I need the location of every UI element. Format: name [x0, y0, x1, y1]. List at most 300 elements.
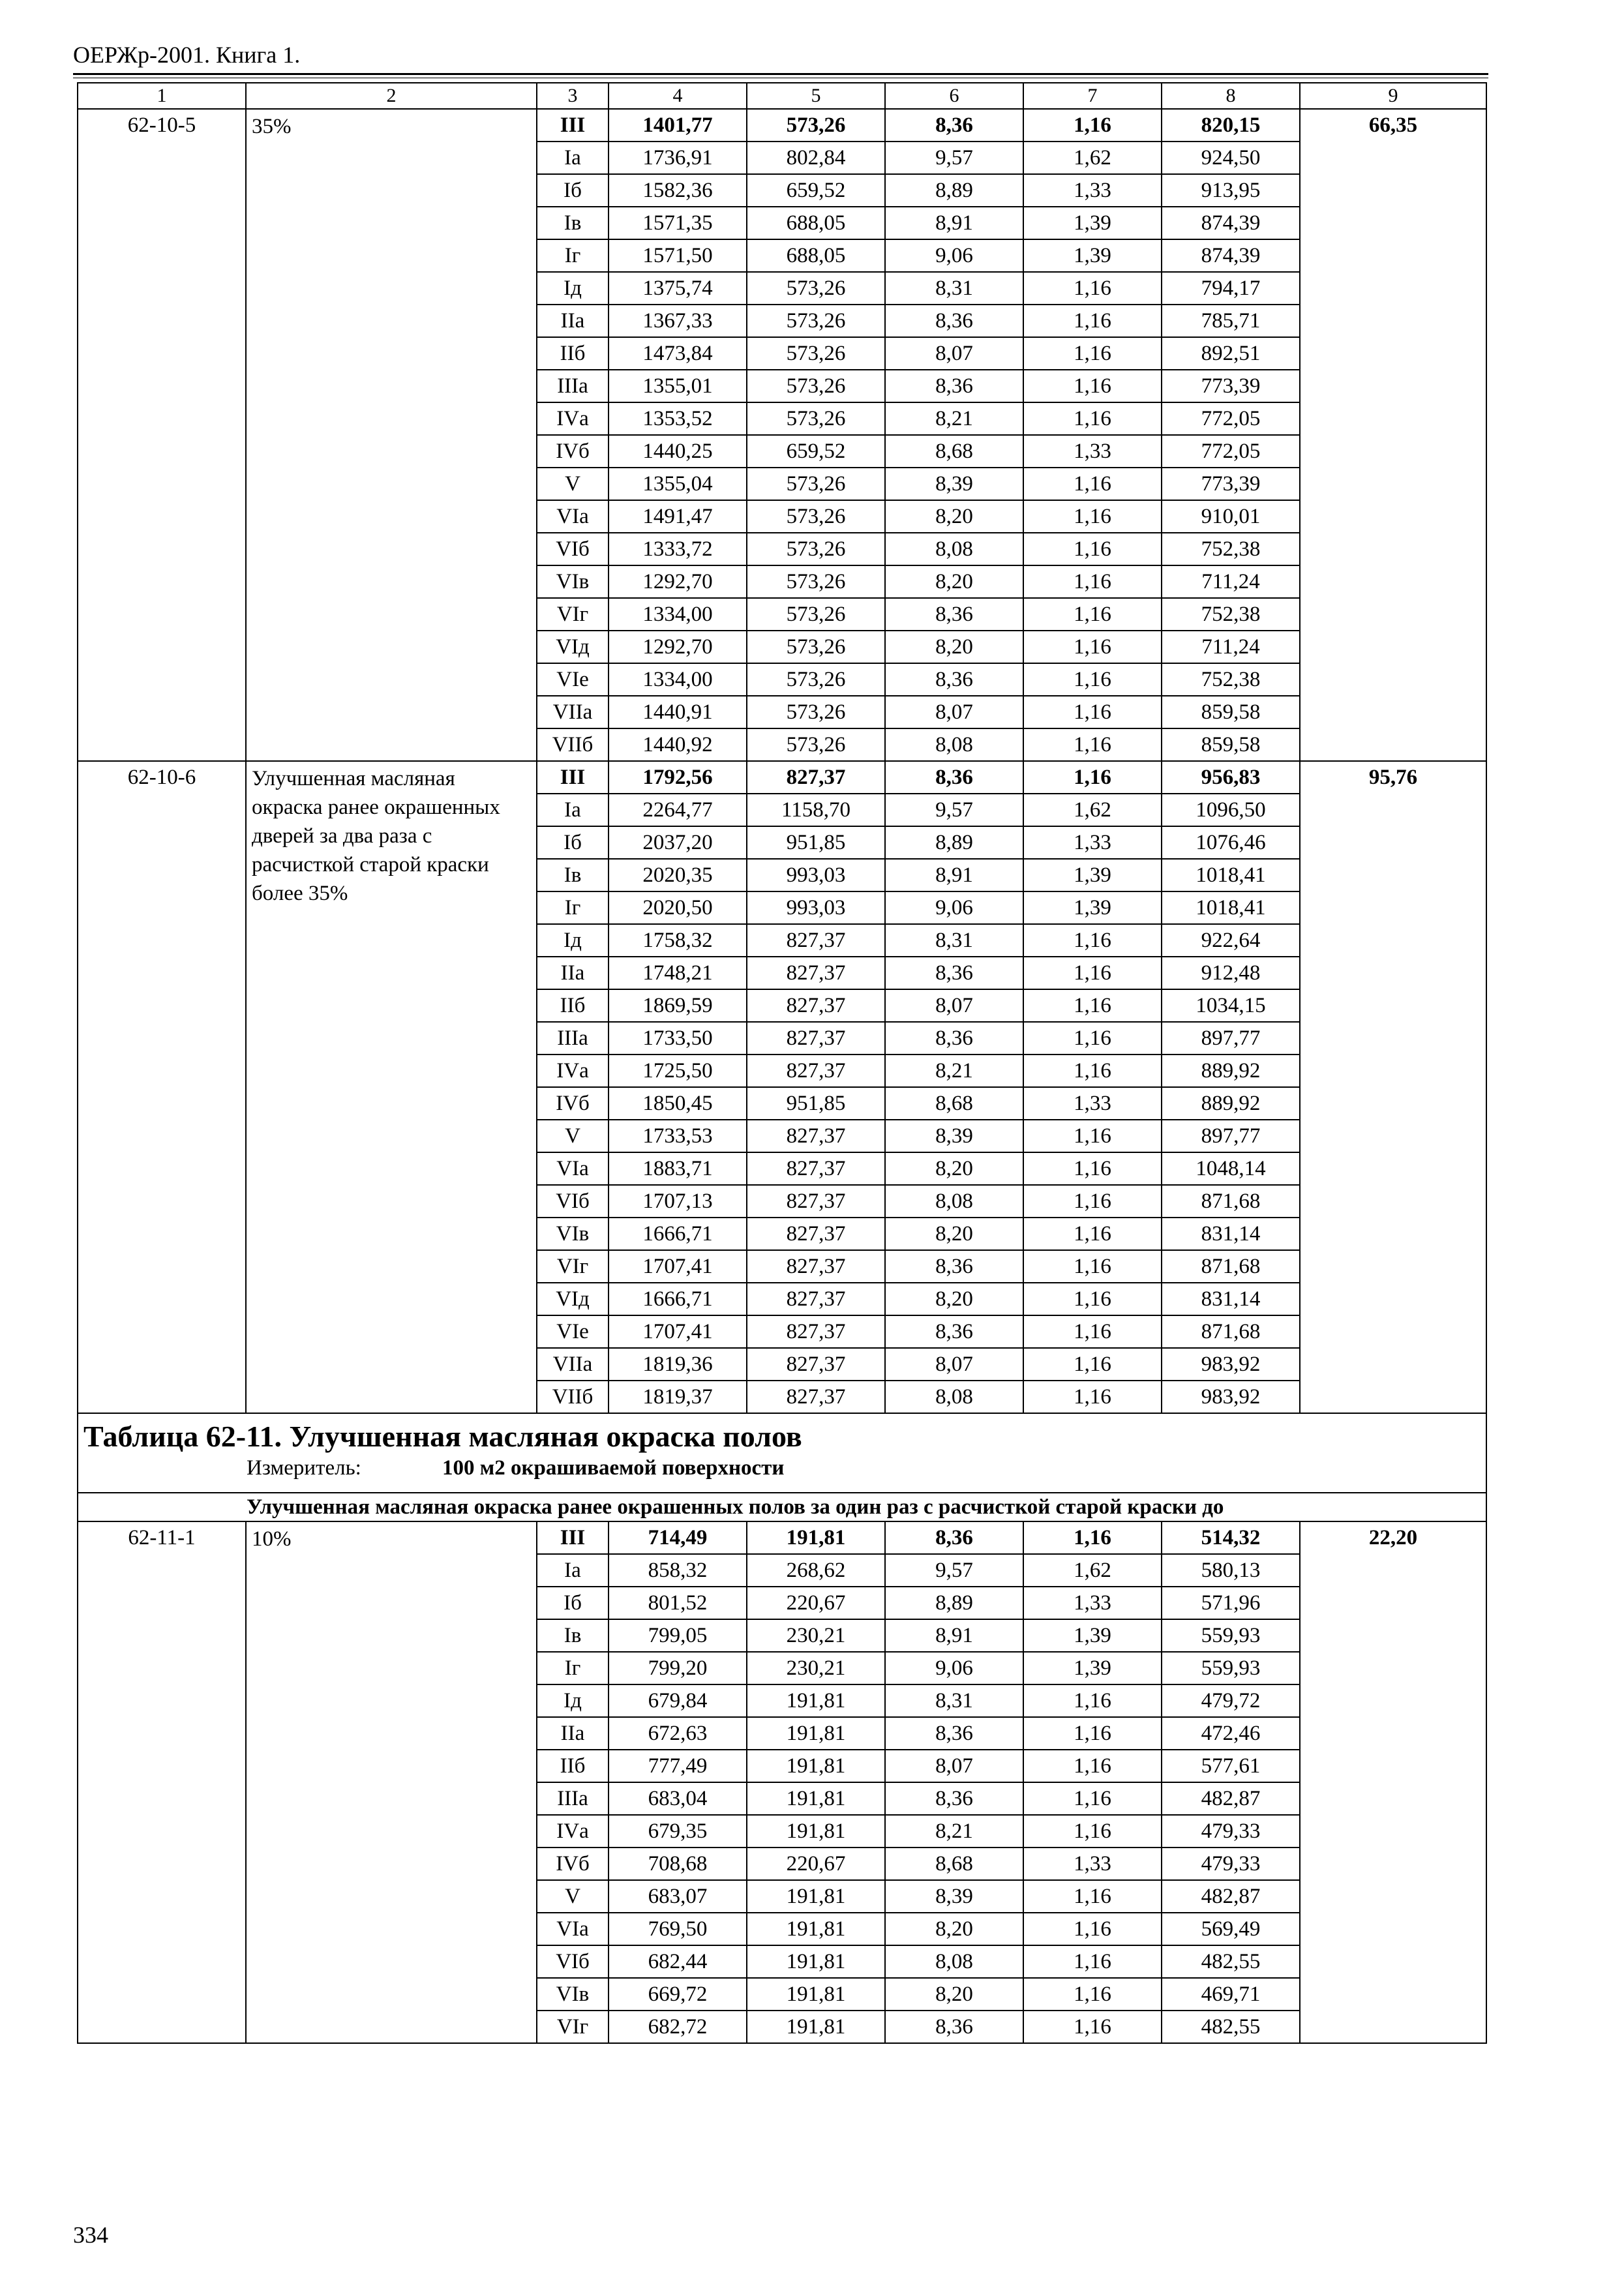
value-cell: 8,20: [885, 500, 1023, 533]
value-cell: 580,13: [1162, 1554, 1300, 1587]
value-cell: 573,26: [747, 663, 885, 696]
value-cell: 1869,59: [609, 989, 747, 1022]
value-cell: 831,14: [1162, 1218, 1300, 1250]
value-cell: 1,16: [1023, 1750, 1162, 1782]
value-cell: 1,16: [1023, 1815, 1162, 1848]
value-cell: 577,61: [1162, 1750, 1300, 1782]
zone-cell: IVа: [537, 1055, 609, 1087]
value-cell: 1,39: [1023, 207, 1162, 239]
zone-cell: IVа: [537, 1815, 609, 1848]
value-cell: 859,58: [1162, 728, 1300, 761]
value-cell: 573,26: [747, 305, 885, 337]
value-cell: 802,84: [747, 142, 885, 174]
value-cell: 8,36: [885, 598, 1023, 631]
value-cell: 8,20: [885, 1283, 1023, 1315]
value-cell: 573,26: [747, 402, 885, 435]
zone-cell: IIа: [537, 305, 609, 337]
value-cell: 993,03: [747, 891, 885, 924]
value-cell: 659,52: [747, 435, 885, 468]
value-cell: 1,16: [1023, 1880, 1162, 1913]
value-cell: 1,16: [1023, 728, 1162, 761]
value-cell: 573,26: [747, 728, 885, 761]
measure-line: [83, 1454, 1481, 1482]
section-header: [78, 1413, 1486, 1493]
value-cell: 1,16: [1023, 1978, 1162, 2011]
measure-label: Измеритель:: [247, 1456, 361, 1480]
value-cell: 1571,50: [609, 239, 747, 272]
value-cell: 669,72: [609, 1978, 747, 2011]
value-cell: 913,95: [1162, 174, 1300, 207]
value-cell: 8,08: [885, 1185, 1023, 1218]
value-cell: 1707,41: [609, 1250, 747, 1283]
value-cell: 1707,41: [609, 1315, 747, 1348]
value-cell: 571,96: [1162, 1587, 1300, 1619]
value-cell: 573,26: [747, 109, 885, 142]
rate-code: 62-10-5: [78, 109, 246, 761]
zone-cell: V: [537, 468, 609, 500]
zone-cell: Iб: [537, 1587, 609, 1619]
value-cell: 871,68: [1162, 1315, 1300, 1348]
value-cell: 1,16: [1023, 305, 1162, 337]
zone-cell: V: [537, 1880, 609, 1913]
labor-total: 22,20: [1300, 1521, 1486, 2043]
value-cell: 8,36: [885, 1315, 1023, 1348]
value-cell: 482,87: [1162, 1880, 1300, 1913]
value-cell: 1034,15: [1162, 989, 1300, 1022]
zone-cell: IIб: [537, 337, 609, 370]
value-cell: 479,33: [1162, 1848, 1300, 1880]
value-cell: 9,06: [885, 891, 1023, 924]
value-cell: 827,37: [747, 1283, 885, 1315]
zone-cell: Iа: [537, 142, 609, 174]
value-cell: 2020,35: [609, 859, 747, 891]
zone-cell: IIIа: [537, 1022, 609, 1055]
value-cell: 922,64: [1162, 924, 1300, 957]
value-cell: 469,71: [1162, 1978, 1300, 2011]
value-cell: 573,26: [747, 533, 885, 565]
value-cell: 8,91: [885, 207, 1023, 239]
value-cell: 773,39: [1162, 468, 1300, 500]
value-cell: 956,83: [1162, 761, 1300, 794]
value-cell: 827,37: [747, 924, 885, 957]
value-cell: 1,16: [1023, 1381, 1162, 1413]
zone-cell: III: [537, 109, 609, 142]
value-cell: 1367,33: [609, 305, 747, 337]
zone-cell: VIг: [537, 2011, 609, 2043]
rate-code: 62-10-6: [78, 761, 246, 1413]
value-cell: 827,37: [747, 1381, 885, 1413]
value-cell: 1334,00: [609, 598, 747, 631]
value-cell: 752,38: [1162, 533, 1300, 565]
value-cell: 1,16: [1023, 337, 1162, 370]
page-number: 334: [73, 2222, 108, 2248]
value-cell: 230,21: [747, 1652, 885, 1684]
value-cell: 9,57: [885, 142, 1023, 174]
zone-cell: IIб: [537, 1750, 609, 1782]
value-cell: 897,77: [1162, 1022, 1300, 1055]
column-number: 6: [885, 83, 1023, 109]
value-cell: 1736,91: [609, 142, 747, 174]
value-cell: 8,08: [885, 533, 1023, 565]
value-cell: 8,31: [885, 924, 1023, 957]
value-cell: 1355,01: [609, 370, 747, 402]
value-cell: 573,26: [747, 337, 885, 370]
zone-cell: IIIа: [537, 1782, 609, 1815]
value-cell: 1440,25: [609, 435, 747, 468]
value-cell: 8,89: [885, 174, 1023, 207]
value-cell: 1,16: [1023, 631, 1162, 663]
value-cell: 1,16: [1023, 1283, 1162, 1315]
zone-cell: IIIа: [537, 370, 609, 402]
work-description: Улучшенная масляная окраска ранее окрашенных дверей за два раза с расчисткой старой краски более 35%: [246, 761, 537, 1413]
value-cell: 8,20: [885, 1218, 1023, 1250]
column-number: 7: [1023, 83, 1162, 109]
value-cell: 1,16: [1023, 500, 1162, 533]
value-cell: 820,15: [1162, 109, 1300, 142]
zone-cell: VIIа: [537, 1348, 609, 1381]
value-cell: 573,26: [747, 272, 885, 305]
value-cell: 573,26: [747, 696, 885, 728]
value-cell: 8,36: [885, 109, 1023, 142]
zone-cell: III: [537, 1521, 609, 1554]
value-cell: 8,07: [885, 337, 1023, 370]
value-cell: 191,81: [747, 1684, 885, 1717]
value-cell: 827,37: [747, 1348, 885, 1381]
zone-cell: VIв: [537, 1218, 609, 1250]
value-cell: 1,16: [1023, 989, 1162, 1022]
zone-cell: Iв: [537, 859, 609, 891]
subtitle-row: [78, 1493, 1486, 1521]
zone-cell: IIа: [537, 957, 609, 989]
value-cell: 573,26: [747, 468, 885, 500]
value-cell: 472,46: [1162, 1717, 1300, 1750]
value-cell: 191,81: [747, 1521, 885, 1554]
value-cell: 573,26: [747, 598, 885, 631]
column-number: 3: [537, 83, 609, 109]
column-number: 8: [1162, 83, 1300, 109]
value-cell: 1,33: [1023, 826, 1162, 859]
value-cell: 191,81: [747, 1978, 885, 2011]
value-cell: 1,16: [1023, 1218, 1162, 1250]
zone-cell: IIа: [537, 1717, 609, 1750]
zone-cell: VIв: [537, 1978, 609, 2011]
value-cell: 482,87: [1162, 1782, 1300, 1815]
value-cell: 827,37: [747, 1250, 885, 1283]
value-cell: 827,37: [747, 761, 885, 794]
value-cell: 1,39: [1023, 1652, 1162, 1684]
value-cell: 8,36: [885, 1250, 1023, 1283]
value-cell: 8,36: [885, 1782, 1023, 1815]
value-cell: 191,81: [747, 1750, 885, 1782]
value-cell: 1,16: [1023, 565, 1162, 598]
value-cell: 785,71: [1162, 305, 1300, 337]
value-cell: 1733,50: [609, 1022, 747, 1055]
page-header: ОЕРЖр-2001. Книга 1.: [73, 42, 301, 68]
value-cell: 1292,70: [609, 631, 747, 663]
value-cell: 1096,50: [1162, 794, 1300, 826]
value-cell: 479,72: [1162, 1684, 1300, 1717]
value-cell: 191,81: [747, 1717, 885, 1750]
column-number: 9: [1300, 83, 1486, 109]
value-cell: 1048,14: [1162, 1152, 1300, 1185]
value-cell: 794,17: [1162, 272, 1300, 305]
value-cell: 268,62: [747, 1554, 885, 1587]
value-cell: 559,93: [1162, 1652, 1300, 1684]
value-cell: 1,16: [1023, 109, 1162, 142]
value-cell: 482,55: [1162, 1945, 1300, 1978]
value-cell: 827,37: [747, 1022, 885, 1055]
value-cell: 1334,00: [609, 663, 747, 696]
value-cell: 573,26: [747, 500, 885, 533]
value-cell: 1333,72: [609, 533, 747, 565]
value-cell: 1,16: [1023, 1315, 1162, 1348]
value-cell: 897,77: [1162, 1120, 1300, 1152]
value-cell: 191,81: [747, 1880, 885, 1913]
value-cell: 889,92: [1162, 1087, 1300, 1120]
value-cell: 2020,50: [609, 891, 747, 924]
value-cell: 711,24: [1162, 565, 1300, 598]
measure-value: 100 м2 окрашиваемой поверхности: [442, 1456, 785, 1480]
value-cell: 679,35: [609, 1815, 747, 1848]
value-cell: 1,39: [1023, 859, 1162, 891]
zone-cell: VIд: [537, 1283, 609, 1315]
zone-cell: VIе: [537, 663, 609, 696]
value-cell: 1,16: [1023, 272, 1162, 305]
zone-cell: III: [537, 761, 609, 794]
value-cell: 9,57: [885, 1554, 1023, 1587]
value-cell: 1,33: [1023, 1587, 1162, 1619]
value-cell: 773,39: [1162, 370, 1300, 402]
value-cell: 573,26: [747, 565, 885, 598]
value-cell: 1375,74: [609, 272, 747, 305]
value-cell: 889,92: [1162, 1055, 1300, 1087]
column-number-row: [78, 83, 1486, 109]
value-cell: 910,01: [1162, 500, 1300, 533]
value-cell: 827,37: [747, 957, 885, 989]
value-cell: 1401,77: [609, 109, 747, 142]
value-cell: 1473,84: [609, 337, 747, 370]
work-description: 10%: [246, 1521, 537, 2043]
value-cell: 1,16: [1023, 402, 1162, 435]
value-cell: 801,52: [609, 1587, 747, 1619]
value-cell: 831,14: [1162, 1283, 1300, 1315]
value-cell: 1076,46: [1162, 826, 1300, 859]
zone-cell: Iб: [537, 826, 609, 859]
value-cell: 8,36: [885, 1521, 1023, 1554]
value-cell: 8,91: [885, 1619, 1023, 1652]
value-cell: 8,20: [885, 565, 1023, 598]
zone-cell: VIг: [537, 1250, 609, 1283]
value-cell: 799,20: [609, 1652, 747, 1684]
value-cell: 1,16: [1023, 1250, 1162, 1283]
value-cell: 9,06: [885, 239, 1023, 272]
value-cell: 682,44: [609, 1945, 747, 1978]
value-cell: 1,33: [1023, 435, 1162, 468]
column-number: 5: [747, 83, 885, 109]
value-cell: 9,57: [885, 794, 1023, 826]
value-cell: 1,16: [1023, 2011, 1162, 2043]
value-cell: 1,39: [1023, 891, 1162, 924]
zone-cell: Iв: [537, 1619, 609, 1652]
value-cell: 559,93: [1162, 1619, 1300, 1652]
value-cell: 708,68: [609, 1848, 747, 1880]
zone-cell: VIIб: [537, 1381, 609, 1413]
value-cell: 8,68: [885, 1087, 1023, 1120]
value-cell: 1666,71: [609, 1218, 747, 1250]
value-cell: 1,16: [1023, 1913, 1162, 1945]
value-cell: 8,68: [885, 435, 1023, 468]
value-cell: 9,06: [885, 1652, 1023, 1684]
value-cell: 679,84: [609, 1684, 747, 1717]
value-cell: 514,32: [1162, 1521, 1300, 1554]
value-cell: 769,50: [609, 1913, 747, 1945]
value-cell: 951,85: [747, 826, 885, 859]
value-cell: 1,16: [1023, 1684, 1162, 1717]
zone-cell: VIIа: [537, 696, 609, 728]
value-cell: 8,39: [885, 1120, 1023, 1152]
value-cell: 858,32: [609, 1554, 747, 1587]
value-cell: 8,36: [885, 761, 1023, 794]
value-cell: 8,08: [885, 1945, 1023, 1978]
rate-code: 62-11-1: [78, 1521, 246, 2043]
zone-cell: VIа: [537, 500, 609, 533]
value-cell: 1733,53: [609, 1120, 747, 1152]
zone-cell: VIг: [537, 598, 609, 631]
value-cell: 1,62: [1023, 142, 1162, 174]
value-cell: 482,55: [1162, 2011, 1300, 2043]
value-cell: 683,07: [609, 1880, 747, 1913]
value-cell: 892,51: [1162, 337, 1300, 370]
rates-table-body: [78, 83, 1486, 2043]
value-cell: 8,36: [885, 663, 1023, 696]
value-cell: 1792,56: [609, 761, 747, 794]
value-cell: 772,05: [1162, 402, 1300, 435]
value-cell: 874,39: [1162, 239, 1300, 272]
value-cell: 1,16: [1023, 1120, 1162, 1152]
value-cell: 1353,52: [609, 402, 747, 435]
value-cell: 1491,47: [609, 500, 747, 533]
value-cell: 1,16: [1023, 1022, 1162, 1055]
value-cell: 1,16: [1023, 370, 1162, 402]
zone-cell: Iг: [537, 1652, 609, 1684]
value-cell: 983,92: [1162, 1381, 1300, 1413]
value-cell: 1,16: [1023, 1945, 1162, 1978]
value-cell: 8,31: [885, 1684, 1023, 1717]
labor-total: 66,35: [1300, 109, 1486, 761]
table-row: [78, 1521, 1486, 1554]
value-cell: 1819,37: [609, 1381, 747, 1413]
value-cell: 8,20: [885, 1978, 1023, 2011]
section-title: Таблица 62-11. Улучшенная масляная окраска полов: [83, 1420, 802, 1453]
value-cell: 859,58: [1162, 696, 1300, 728]
value-cell: 688,05: [747, 239, 885, 272]
value-cell: 2264,77: [609, 794, 747, 826]
value-cell: 1,16: [1023, 1055, 1162, 1087]
value-cell: 8,20: [885, 1152, 1023, 1185]
value-cell: 1,16: [1023, 1717, 1162, 1750]
value-cell: 8,89: [885, 826, 1023, 859]
value-cell: 1883,71: [609, 1152, 747, 1185]
value-cell: 983,92: [1162, 1348, 1300, 1381]
value-cell: 8,31: [885, 272, 1023, 305]
value-cell: 191,81: [747, 1945, 885, 1978]
value-cell: 772,05: [1162, 435, 1300, 468]
value-cell: 1,16: [1023, 1348, 1162, 1381]
value-cell: 1571,35: [609, 207, 747, 239]
value-cell: 827,37: [747, 989, 885, 1022]
zone-cell: IVб: [537, 435, 609, 468]
column-number: 4: [609, 83, 747, 109]
value-cell: 951,85: [747, 1087, 885, 1120]
rates-table: [77, 82, 1487, 2044]
value-cell: 688,05: [747, 207, 885, 239]
value-cell: 1758,32: [609, 924, 747, 957]
labor-total: 95,76: [1300, 761, 1486, 1413]
value-cell: 1850,45: [609, 1087, 747, 1120]
value-cell: 1,39: [1023, 239, 1162, 272]
value-cell: 827,37: [747, 1315, 885, 1348]
value-cell: 8,07: [885, 696, 1023, 728]
zone-cell: IVа: [537, 402, 609, 435]
value-cell: 924,50: [1162, 142, 1300, 174]
zone-cell: Iв: [537, 207, 609, 239]
value-cell: 752,38: [1162, 663, 1300, 696]
value-cell: 1355,04: [609, 468, 747, 500]
value-cell: 1748,21: [609, 957, 747, 989]
value-cell: 1725,50: [609, 1055, 747, 1087]
value-cell: 1666,71: [609, 1283, 747, 1315]
value-cell: 871,68: [1162, 1185, 1300, 1218]
value-cell: 711,24: [1162, 631, 1300, 663]
value-cell: 8,20: [885, 1913, 1023, 1945]
value-cell: 993,03: [747, 859, 885, 891]
value-cell: 1,16: [1023, 663, 1162, 696]
value-cell: 1,16: [1023, 1152, 1162, 1185]
value-cell: 8,36: [885, 2011, 1023, 2043]
value-cell: 827,37: [747, 1185, 885, 1218]
zone-cell: Iг: [537, 891, 609, 924]
value-cell: 1,16: [1023, 924, 1162, 957]
zone-cell: VIа: [537, 1152, 609, 1185]
zone-cell: VIе: [537, 1315, 609, 1348]
value-cell: 8,07: [885, 1750, 1023, 1782]
value-cell: 8,08: [885, 728, 1023, 761]
value-cell: 827,37: [747, 1055, 885, 1087]
zone-cell: IVб: [537, 1848, 609, 1880]
value-cell: 8,36: [885, 1022, 1023, 1055]
value-cell: 8,68: [885, 1848, 1023, 1880]
table-row: [78, 761, 1486, 794]
value-cell: 1292,70: [609, 565, 747, 598]
value-cell: 1,33: [1023, 174, 1162, 207]
value-cell: 1018,41: [1162, 859, 1300, 891]
value-cell: 191,81: [747, 2011, 885, 2043]
value-cell: 659,52: [747, 174, 885, 207]
value-cell: 1440,92: [609, 728, 747, 761]
value-cell: 191,81: [747, 1782, 885, 1815]
value-cell: 1,16: [1023, 598, 1162, 631]
zone-cell: IVб: [537, 1087, 609, 1120]
value-cell: 1707,13: [609, 1185, 747, 1218]
zone-cell: VIIб: [537, 728, 609, 761]
value-cell: 912,48: [1162, 957, 1300, 989]
value-cell: 8,89: [885, 1587, 1023, 1619]
value-cell: 230,21: [747, 1619, 885, 1652]
value-cell: 573,26: [747, 370, 885, 402]
section-header-row: [78, 1413, 1486, 1493]
value-cell: 1,16: [1023, 468, 1162, 500]
value-cell: 8,36: [885, 305, 1023, 337]
